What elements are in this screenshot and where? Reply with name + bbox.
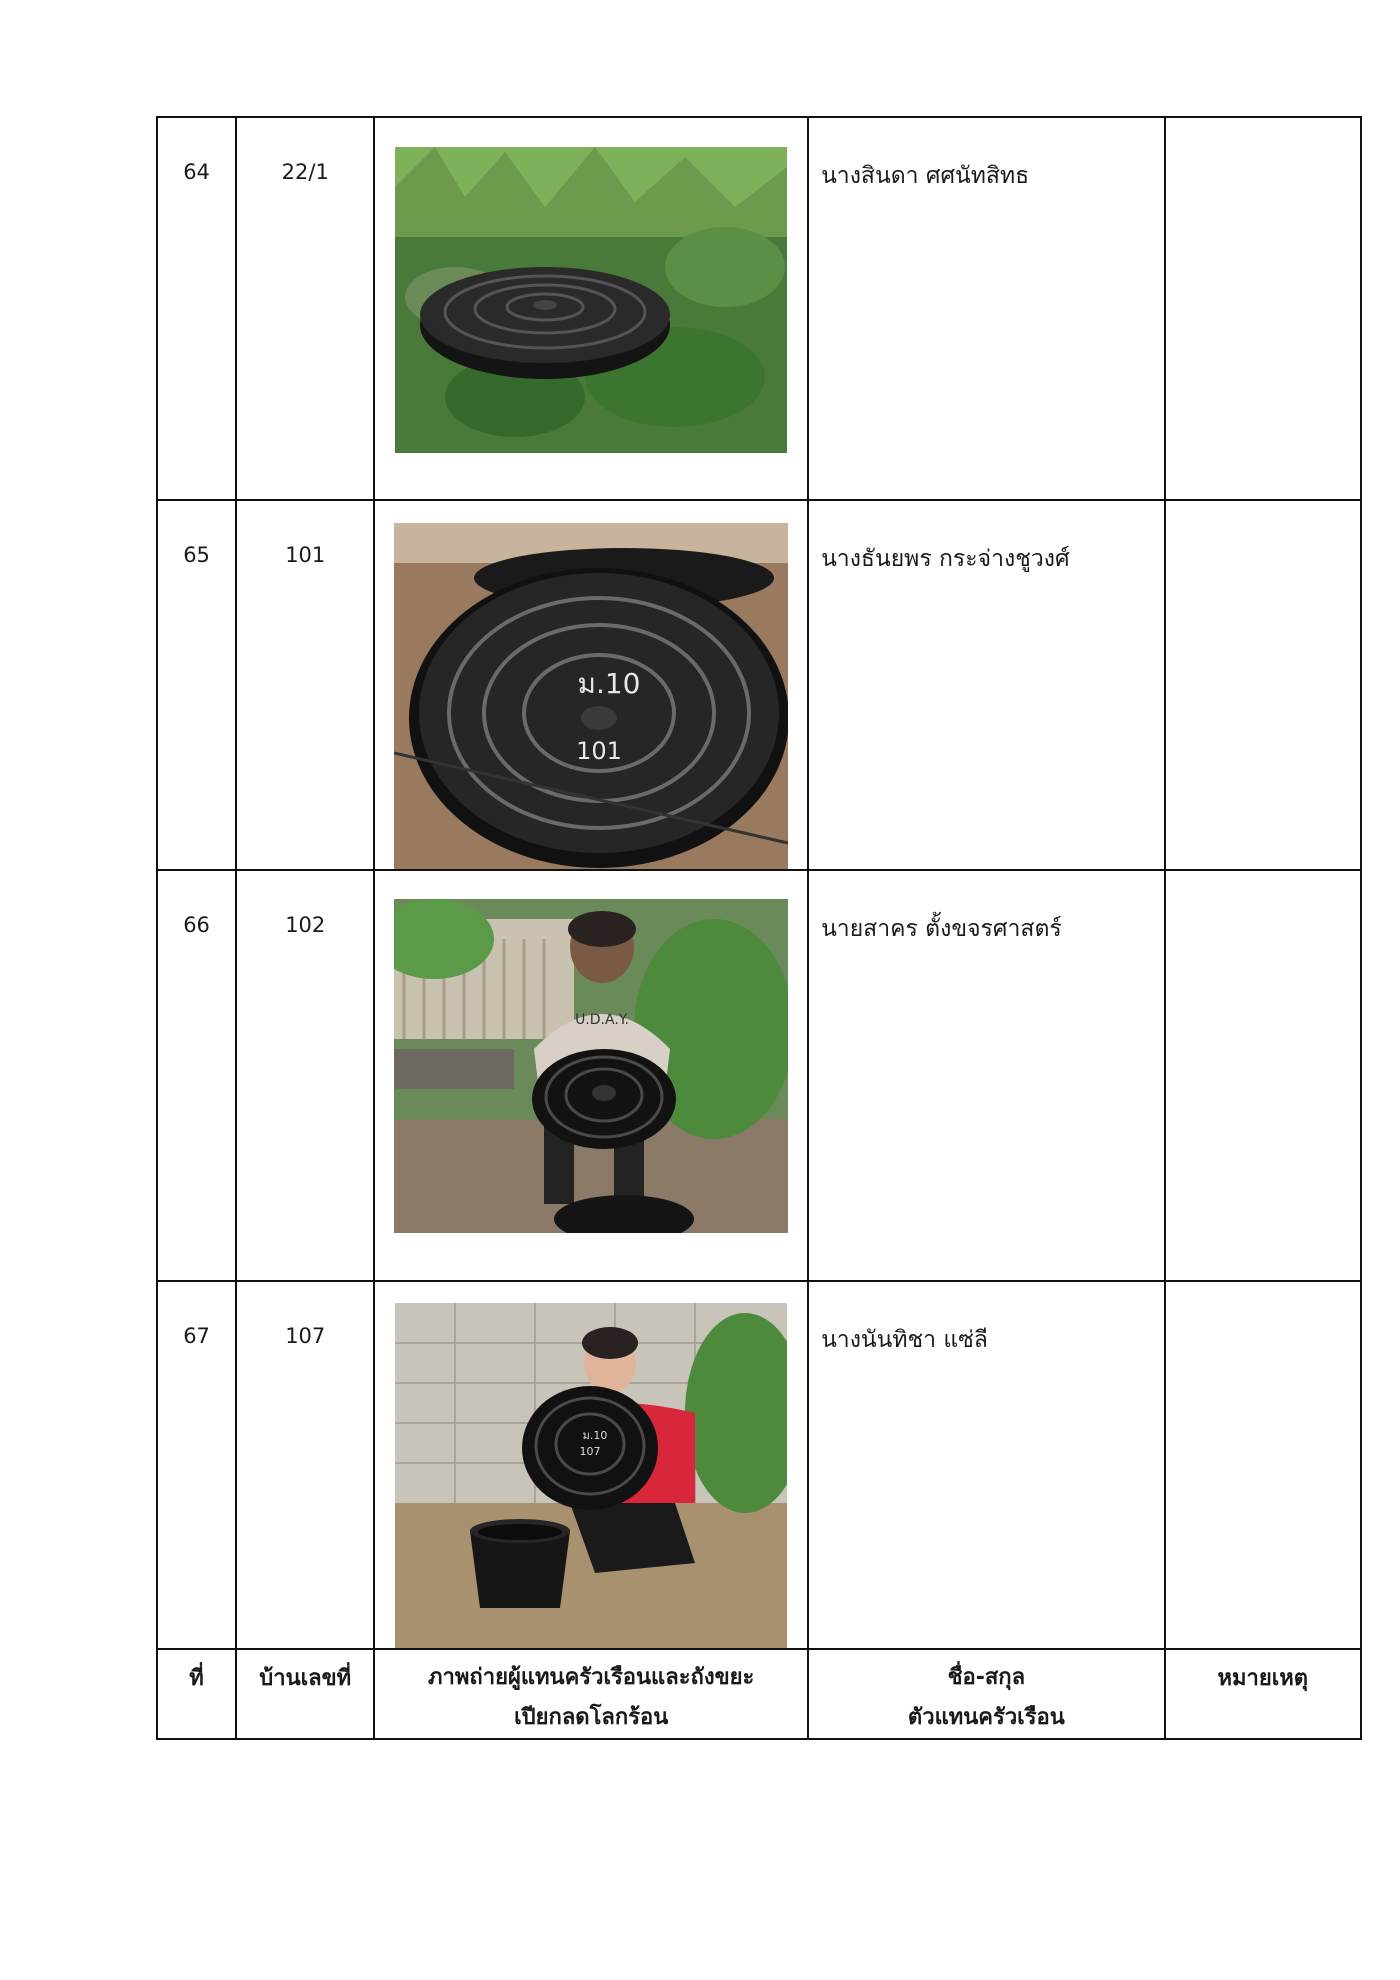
table-row	[157, 870, 1361, 1281]
representative-name: นางนันทิชา แซ่ลี	[808, 1281, 1165, 1649]
header-name-line2: ตัวแทนครัวเรือน	[907, 1705, 1065, 1730]
remark-cell	[1165, 870, 1361, 1281]
header-remark: หมายเหตุ	[1165, 1649, 1361, 1739]
house-number: 101	[236, 500, 374, 870]
header-no: ที่	[157, 1649, 236, 1739]
representative-name: นางธันยพร กระจ่างชูวงศ์	[808, 500, 1165, 870]
table-row	[157, 1281, 1361, 1649]
bin-lid-on-ground-photo	[395, 147, 787, 453]
photo-cell	[374, 870, 808, 1281]
shirt-text: U.D.A.Y.	[575, 1012, 630, 1028]
header-photo	[374, 1649, 808, 1739]
header-house-number: บ้านเลขที่	[236, 1649, 374, 1739]
bin-lid-labeled-photo	[394, 523, 788, 869]
representative-name: นางสินดา ศศนัทสิทธ	[808, 117, 1165, 500]
photo-cell	[374, 1281, 808, 1649]
photo-label-house: 101	[576, 737, 623, 765]
row-number: 67	[157, 1281, 236, 1649]
table-row	[157, 500, 1361, 870]
photo-label-house: 107	[579, 1445, 601, 1458]
header-photo-line1: ภาพถ่ายผู้แทนครัวเรือนและถังขยะ	[428, 1665, 755, 1690]
house-number: 107	[236, 1281, 374, 1649]
representative-name: นายสาคร ตั้งขจรศาสตร์	[808, 870, 1165, 1281]
house-number: 22/1	[236, 117, 374, 500]
header-name-line1: ชื่อ-สกุล	[947, 1665, 1026, 1690]
woman-holding-lid-with-bin-photo	[395, 1303, 787, 1648]
photo-label-village: ม.10	[582, 1429, 608, 1442]
header-name	[808, 1649, 1165, 1739]
remark-cell	[1165, 500, 1361, 870]
photo-cell	[374, 117, 808, 500]
remark-cell	[1165, 117, 1361, 500]
house-number: 102	[236, 870, 374, 1281]
table-row	[157, 117, 1361, 500]
table-header-row	[157, 1649, 1361, 1739]
household-registry-table	[156, 116, 1362, 1740]
row-number: 66	[157, 870, 236, 1281]
photo-cell	[374, 500, 808, 870]
woman-holding-lid-photo	[394, 899, 788, 1233]
row-number: 64	[157, 117, 236, 500]
remark-cell	[1165, 1281, 1361, 1649]
row-number: 65	[157, 500, 236, 870]
header-photo-line2: เปียกลดโลกร้อน	[514, 1705, 669, 1730]
photo-label-village: ม.10	[577, 667, 641, 700]
